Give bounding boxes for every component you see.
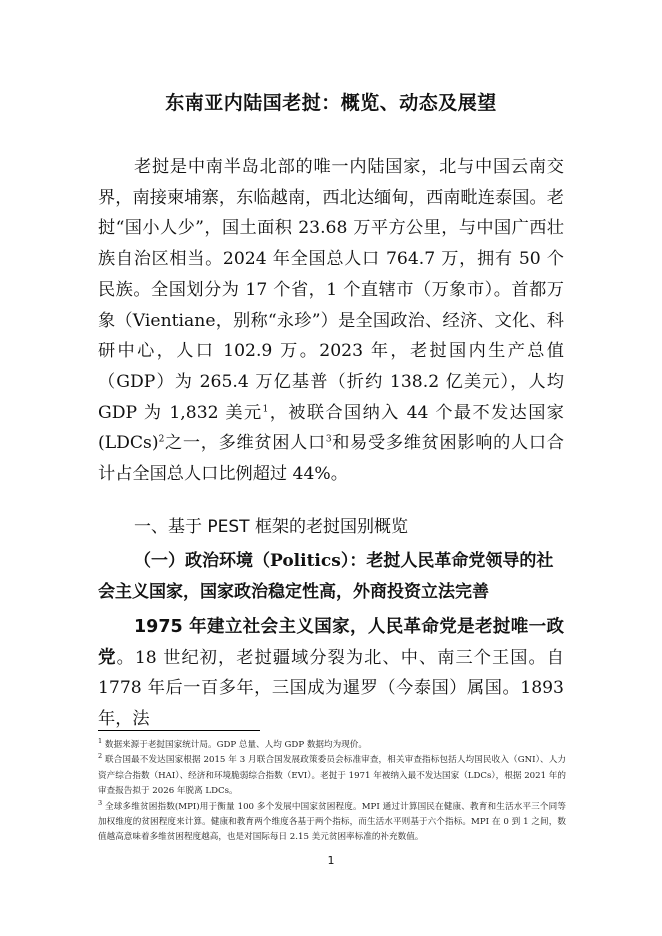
page-number: 1	[327, 854, 335, 867]
footnote-text: 全球多维贫困指数(MPI)用于衡量 100 多个发展中国家贫困程度。MPI 通过计算国民在健康、教育和生活水平三个同等加权维度的贫困程度来计算。健康和教育两个维度各基于两个指标，而生活水平则基于六个指标。MPI 在 0 到 1 之间，数值越高意味着多维贫困程度越高，也是对国际每日 2.15 美元贫困率标准的补充数值。	[98, 801, 566, 843]
footnote-number: 3	[98, 798, 103, 807]
footnotes	[98, 738, 566, 846]
intro-paragraph	[98, 152, 564, 490]
footnote-ref-3[interactable]: 3	[325, 434, 332, 445]
footnote-ref-1[interactable]: 1	[262, 403, 269, 414]
intro-text-b: ，被联合国纳入 44 个最不发达国家(LDCs)	[98, 402, 564, 454]
politics-text: 。18 世纪初，老挝疆域分裂为北、中、南三个王国。自 1778 年后一百多年，三国成为暹罗（今泰国）属国。1893 年，法	[98, 647, 564, 730]
footnote-text: 数据来源于老挝国家统计局。GDP 总量、人均 GDP 数据均为现价。	[102, 740, 367, 750]
footnote-1	[98, 738, 566, 753]
footnote-separator	[98, 730, 260, 731]
footnote-text: 联合国最不发达国家根据 2015 年 3 月联合国发展政策委员会标准审查，相关审查指标包括人均国民收入（GNI）、人力资产综合指数（HAI）、经济和环境脆弱综合指数（EVI）。老挝于 1971 年被纳入最不发达国家（LDCs），根据 2021 年的审查报告拟于 2026 年脱离 LDCs。	[98, 755, 566, 797]
footnote-number: 2	[98, 752, 103, 761]
politics-paragraph	[98, 612, 564, 735]
intro-text-d: 和易受多维贫困影响的人口合计占全国总人口比例超过 44%。	[98, 433, 564, 485]
document-title: 东南亚内陆国老挝：概览、动态及展望	[165, 92, 497, 114]
footnote-ref-2[interactable]: 2	[158, 434, 165, 445]
footnote-2	[98, 753, 566, 799]
footnote-number: 1	[98, 737, 103, 746]
intro-text-c: 之一，多维贫困人口	[164, 433, 326, 454]
politics-lead-sentence: 1975 年建立社会主义国家，人民革命党是老挝唯一政党	[98, 617, 564, 668]
footnote-3	[98, 800, 566, 846]
section-heading: 一、基于 PEST 框架的老挝国别概览	[134, 517, 408, 537]
subsection-heading: （一）政治环境（Politics）：老挝人民革命党领导的社会主义国家，国家政治稳定性高，外商投资立法完善	[98, 551, 554, 602]
intro-text-a: 老挝是中南半岛北部的唯一内陆国家，北与中国云南交界，南接柬埔寨，东临越南，西北达缅甸，西南毗连泰国。老挝“国小人少”，国土面积 23.68 万平方公里，与中国广西壮族自治区相当。2024 年全国总人口 764.7 万，拥有 50 个民族。全国划分为 17 个省，1 个直辖市（万象市）。首都万象（Vientiane，别称“永珍”）是全国政治、经济、文化、科研中心，人口 102.9 万。2023 年，老挝国内生产总值（GDP）为 265.4 万亿基普（折约 138.2 亿美元），人均 GDP 为 1,832 美元	[98, 157, 564, 423]
